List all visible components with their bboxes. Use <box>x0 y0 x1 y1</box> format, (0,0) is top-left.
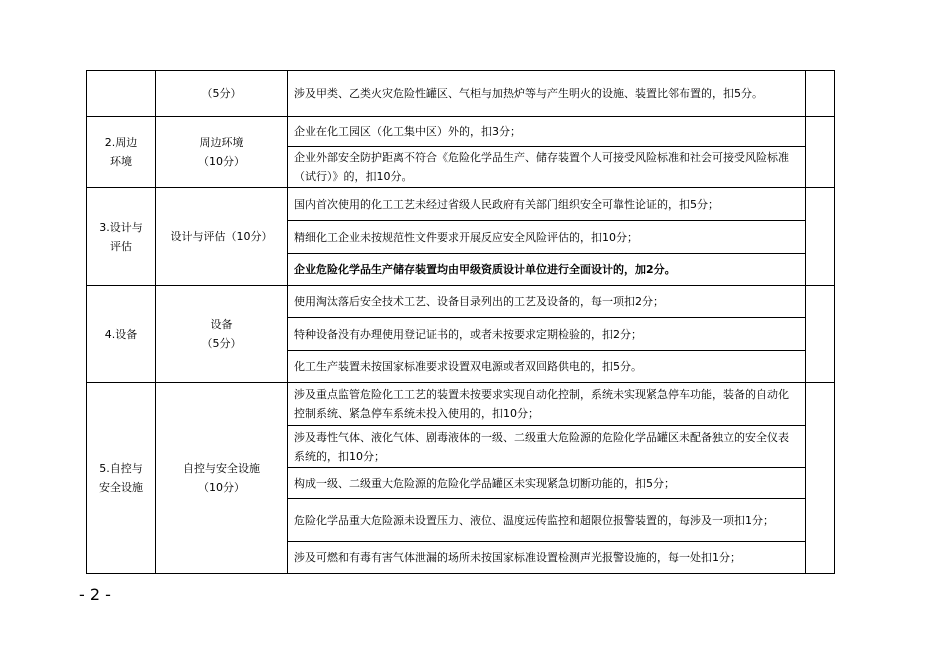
rule-cell: 精细化工企业未按规范性文件要求开展反应安全风险评估的，扣10分； <box>288 221 806 254</box>
rule-cell: 国内首次使用的化工工艺未经过省级人民政府有关部门组织安全可靠性论证的，扣5分； <box>288 188 806 221</box>
category-label: 安全设施 <box>99 481 143 494</box>
score-cell <box>806 188 835 286</box>
category-label: 3.设计与 <box>99 220 143 234</box>
category-cell <box>87 383 156 574</box>
item-cell <box>156 286 288 383</box>
score-cell <box>806 117 835 188</box>
table-row <box>87 117 835 147</box>
rule-cell: 使用淘汰落后安全技术工艺、设备目录列出的工艺及设备的，每一项扣2分； <box>288 286 806 318</box>
rule-cell: 特种设备没有办理使用登记证书的，或者未按要求定期检验的，扣2分； <box>288 318 806 351</box>
scoring-table <box>86 70 835 574</box>
item-label: 设计与评估（10分） <box>170 230 273 243</box>
rule-cell: 涉及甲类、乙类火灾危险性罐区、气柜与加热炉等与产生明火的设施、装置比邻布置的，扣5分。 <box>288 71 806 117</box>
bonus-rule-cell: 企业危险化学品生产储存装置均由甲级资质设计单位进行全面设计的，加2分。 <box>288 254 806 286</box>
rule-cell: 构成一级、二级重大危险源的危险化学品罐区未实现紧急切断功能的，扣5分； <box>288 468 806 499</box>
category-label: 5.自控与 <box>99 462 143 475</box>
rule-cell: 企业外部安全防护距离不符合《危险化学品生产、储存装置个人可接受风险标准和社会可接受风险标准（试行）》的，扣10分。 <box>288 147 806 188</box>
item-label: 自控与安全设施 <box>183 462 260 475</box>
rule-cell: 化工生产装置未按国家标准要求设置双电源或者双回路供电的，扣5分。 <box>288 351 806 383</box>
rule-cell: 涉及可燃和有毒有害气体泄漏的场所未按国家标准设置检测声光报警设施的，每一处扣1分； <box>288 542 806 574</box>
rule-cell: 危险化学品重大危险源未设置压力、液位、温度远传监控和超限位报警装置的，每涉及一项扣1分； <box>288 499 806 542</box>
item-label: 设备 <box>210 318 233 331</box>
table-row <box>87 71 835 117</box>
rule-cell: 企业在化工园区（化工集中区）外的，扣3分； <box>288 117 806 147</box>
rule-cell: 涉及毒性气体、液化气体、剧毒液体的一级、二级重大危险源的危险化学品罐区未配备独立的安全仪表系统的，扣10分； <box>288 426 806 468</box>
category-label: 环境 <box>110 155 132 168</box>
item-cell <box>156 188 288 286</box>
score-cell <box>806 383 835 574</box>
category-cell <box>87 188 156 286</box>
item-score: （5分） <box>201 337 242 350</box>
category-cell <box>87 71 156 117</box>
table-row <box>87 286 835 318</box>
item-score: （5分） <box>201 87 242 100</box>
page-number: - 2 - <box>79 585 111 604</box>
category-cell <box>87 286 156 383</box>
item-score: （10分） <box>198 155 245 168</box>
category-label: 4.设备 <box>104 327 138 341</box>
score-cell <box>806 71 835 117</box>
category-label: 2.周边 <box>104 136 138 149</box>
score-cell <box>806 286 835 383</box>
item-cell <box>156 117 288 188</box>
category-label: 评估 <box>110 239 132 253</box>
item-label: 周边环境 <box>199 136 244 149</box>
table-row <box>87 383 835 426</box>
rule-cell: 涉及重点监管危险化工工艺的装置未按要求实现自动化控制，系统未实现紧急停车功能，装备的自动化控制系统、紧急停车系统未投入使用的，扣10分； <box>288 383 806 426</box>
category-cell <box>87 117 156 188</box>
item-cell <box>156 383 288 574</box>
item-score: （10分） <box>198 481 245 494</box>
item-cell <box>156 71 288 117</box>
table-row <box>87 188 835 221</box>
